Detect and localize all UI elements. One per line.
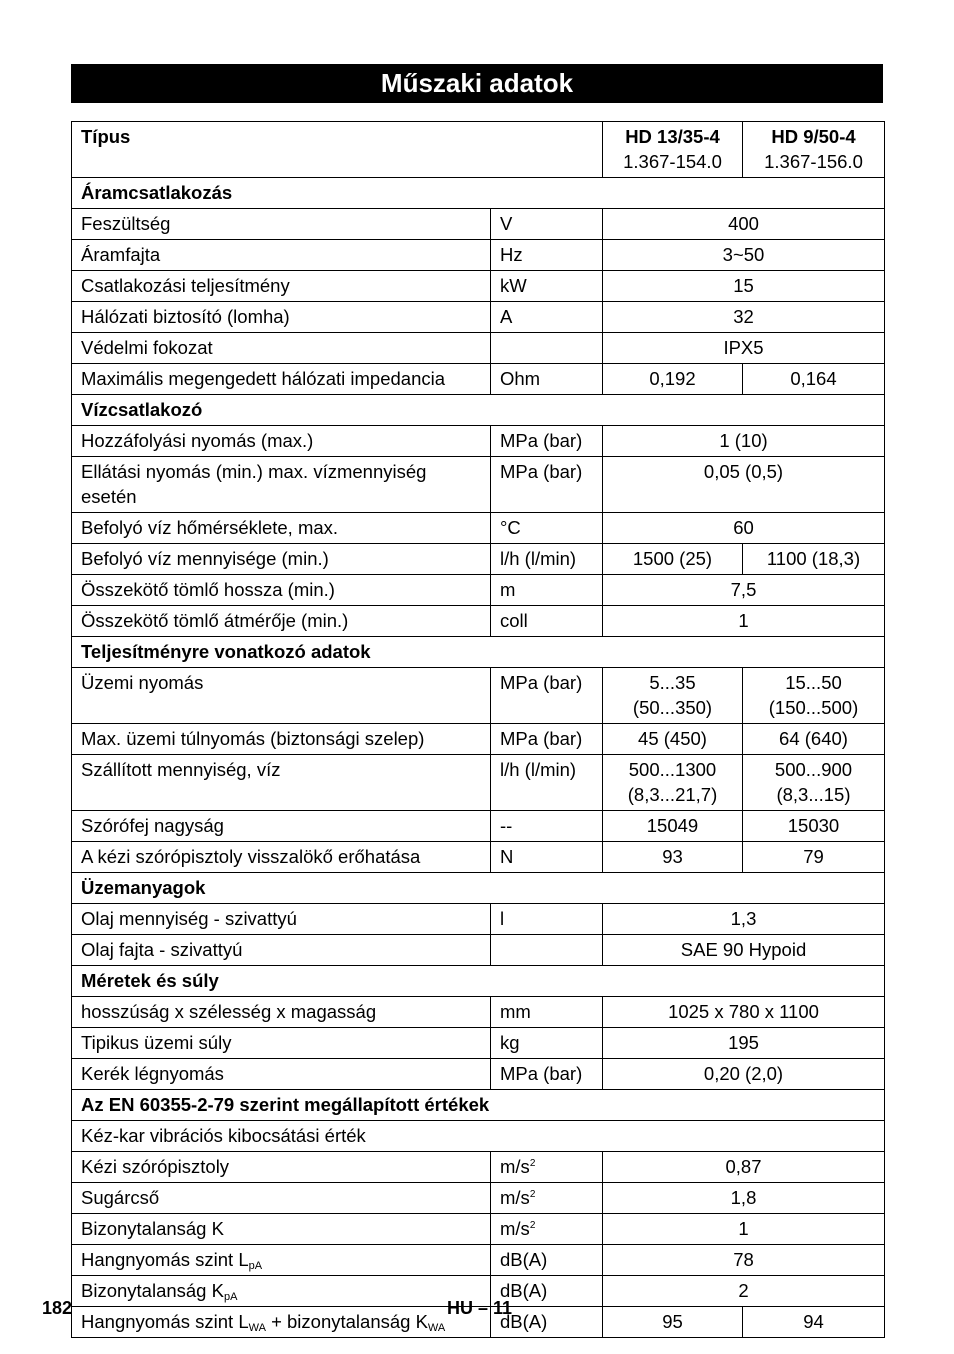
row-unit: °C: [491, 513, 603, 544]
label-sub: pA: [223, 1291, 238, 1303]
model2-cell: [743, 122, 885, 178]
row-value: 7,5: [603, 575, 885, 606]
row-value-1: 0,192: [603, 364, 743, 395]
row-value: 1,8: [603, 1183, 885, 1214]
row-unit: [491, 333, 603, 364]
row-unit: Hz: [491, 240, 603, 271]
section-row: [72, 966, 885, 997]
table-row: [72, 302, 885, 333]
table-row: [72, 364, 885, 395]
row-label: Befolyó víz mennyisége (min.): [72, 544, 491, 575]
row-label: Olaj fajta - szivattyú: [72, 935, 491, 966]
row-value-1: 93: [603, 842, 743, 873]
value-line: 5...35: [649, 672, 696, 693]
row-value-2: 64 (640): [743, 724, 885, 755]
row-label: Maximális megengedett hálózati impedancia: [72, 364, 491, 395]
section-row: [72, 637, 885, 668]
section-row: [72, 1090, 885, 1121]
row-label: Összekötő tömlő hossza (min.): [72, 575, 491, 606]
value-line: (150...500): [768, 697, 859, 718]
row-value-1: 15049: [603, 811, 743, 842]
row-value-1: [603, 755, 743, 811]
unit-text: m/s: [500, 1156, 530, 1177]
row-value: 2: [603, 1276, 885, 1307]
row-label: Áramfajta: [72, 240, 491, 271]
row-label: Hozzáfolyási nyomás (max.): [72, 426, 491, 457]
row-value-1: 95: [603, 1307, 743, 1338]
model1-name: HD 13/35-4: [625, 126, 720, 147]
page-title: Műszaki adatok: [71, 64, 883, 103]
row-label: Kézi szórópisztoly: [72, 1152, 491, 1183]
row-label: Kerék légnyomás: [72, 1059, 491, 1090]
row-label: Max. üzemi túlnyomás (biztonsági szelep): [72, 724, 491, 755]
row-unit: MPa (bar): [491, 724, 603, 755]
vibration-header: Kéz-kar vibrációs kibocsátási érték: [72, 1121, 885, 1152]
page-number: 182: [42, 1298, 73, 1318]
row-label: Feszültség: [72, 209, 491, 240]
row-label: Üzemi nyomás: [72, 668, 491, 724]
model1-code: 1.367-154.0: [623, 151, 722, 172]
table-row: [72, 1183, 885, 1214]
row-label: Hálózati biztosító (lomha): [72, 302, 491, 333]
row-label: Szórófej nagyság: [72, 811, 491, 842]
row-label: hosszúság x szélesség x magasság: [72, 997, 491, 1028]
table-row: [72, 668, 885, 724]
table-row: [72, 606, 885, 637]
row-value: 60: [603, 513, 885, 544]
row-value: 1: [603, 606, 885, 637]
row-value: 1025 x 780 x 1100: [603, 997, 885, 1028]
table-row: [72, 997, 885, 1028]
table-row: [72, 935, 885, 966]
row-unit: l: [491, 904, 603, 935]
table-row: [72, 724, 885, 755]
table-row: [72, 271, 885, 302]
row-label: Sugárcső: [72, 1183, 491, 1214]
row-value: IPX5: [603, 333, 885, 364]
label-text: Hangnyomás szint L: [81, 1311, 249, 1332]
row-value-1: 45 (450): [603, 724, 743, 755]
row-unit: kg: [491, 1028, 603, 1059]
row-value-1: [603, 668, 743, 724]
row-label: [72, 1245, 491, 1276]
row-unit: coll: [491, 606, 603, 637]
row-value: 0,20 (2,0): [603, 1059, 885, 1090]
row-value-2: 15030: [743, 811, 885, 842]
section-dimensions: Méretek és súly: [72, 966, 885, 997]
row-unit: N: [491, 842, 603, 873]
row-unit: MPa (bar): [491, 668, 603, 724]
row-value: 0,05 (0,5): [603, 457, 885, 513]
section-water: Vízcsatlakozó: [72, 395, 885, 426]
value-line: (8,3...21,7): [627, 784, 718, 805]
table-row: [72, 1214, 885, 1245]
row-unit: MPa (bar): [491, 1059, 603, 1090]
type-label: Típus: [72, 122, 603, 178]
row-unit: V: [491, 209, 603, 240]
label-text: Hangnyomás szint L: [81, 1249, 249, 1270]
row-value: 1 (10): [603, 426, 885, 457]
row-label: Ellátási nyomás (min.) max. vízmennyiség esetén: [72, 457, 491, 513]
table-row: [72, 333, 885, 364]
section-row: [72, 178, 885, 209]
row-unit: MPa (bar): [491, 457, 603, 513]
label-sub: WA: [427, 1322, 446, 1334]
unit-text: m/s: [500, 1187, 530, 1208]
section-row: [72, 873, 885, 904]
row-unit: dB(A): [491, 1245, 603, 1276]
label-text: Bizonytalanság K: [81, 1280, 224, 1301]
row-unit: --: [491, 811, 603, 842]
row-value: 195: [603, 1028, 885, 1059]
row-value: 32: [603, 302, 885, 333]
row-value: 1,3: [603, 904, 885, 935]
row-label: Tipikus üzemi súly: [72, 1028, 491, 1059]
row-label: A kézi szórópisztoly visszalökő erőhatása: [72, 842, 491, 873]
table-row: [72, 755, 885, 811]
row-value: 78: [603, 1245, 885, 1276]
row-value: 400: [603, 209, 885, 240]
value-line: 15...50: [785, 672, 842, 693]
section-power: Áramcsatlakozás: [72, 178, 885, 209]
model2-code: 1.367-156.0: [764, 151, 863, 172]
row-value: 3~50: [603, 240, 885, 271]
value-line: 500...900: [774, 759, 853, 780]
row-unit: m: [491, 575, 603, 606]
table-row: [72, 457, 885, 513]
row-value-2: 79: [743, 842, 885, 873]
row-label: [72, 1276, 491, 1307]
row-unit: [491, 1183, 603, 1214]
row-label: Összekötő tömlő átmérője (min.): [72, 606, 491, 637]
row-unit: mm: [491, 997, 603, 1028]
header-row: [72, 122, 885, 178]
table-row: [72, 842, 885, 873]
row-unit: Ohm: [491, 364, 603, 395]
row-label: Bizonytalanság K: [72, 1214, 491, 1245]
row-label: [72, 1307, 491, 1338]
value-line: (50...350): [632, 697, 713, 718]
row-unit: kW: [491, 271, 603, 302]
section-performance: Teljesítményre vonatkozó adatok: [72, 637, 885, 668]
label-sub: WA: [248, 1322, 266, 1334]
row-value-2: [743, 755, 885, 811]
model2-name: HD 9/50-4: [771, 126, 856, 147]
row-value-2: [743, 668, 885, 724]
row-value: SAE 90 Hypoid: [603, 935, 885, 966]
section-fuels: Üzemanyagok: [72, 873, 885, 904]
row-value-1: 1500 (25): [603, 544, 743, 575]
spec-table: [71, 121, 885, 1338]
section-page-label: HU – 11: [447, 1298, 513, 1318]
table-row: [72, 240, 885, 271]
row-label: Szállított mennyiség, víz: [72, 755, 491, 811]
subsection-row: [72, 1121, 885, 1152]
table-row: [72, 426, 885, 457]
table-row: [72, 1028, 885, 1059]
row-value-2: 0,164: [743, 364, 885, 395]
row-value: 15: [603, 271, 885, 302]
unit-sup: 2: [529, 1219, 536, 1231]
row-unit: l/h (l/min): [491, 755, 603, 811]
value-line: 500...1300: [628, 759, 717, 780]
label-sub: pA: [248, 1260, 263, 1272]
table-row: [72, 1152, 885, 1183]
row-value-2: 94: [743, 1307, 885, 1338]
row-unit: A: [491, 302, 603, 333]
value-line: (8,3...15): [776, 784, 851, 805]
row-label: Olaj mennyiség - szivattyú: [72, 904, 491, 935]
table-row: [72, 513, 885, 544]
table-row: [72, 1245, 885, 1276]
row-label: Védelmi fokozat: [72, 333, 491, 364]
row-unit: [491, 1214, 603, 1245]
model1-cell: [603, 122, 743, 178]
row-label: Csatlakozási teljesítmény: [72, 271, 491, 302]
unit-text: m/s: [500, 1218, 530, 1239]
row-value-2: 1100 (18,3): [743, 544, 885, 575]
unit-sup: 2: [529, 1188, 536, 1200]
row-value: 0,87: [603, 1152, 885, 1183]
row-unit: dB(A): [491, 1276, 603, 1307]
row-unit: [491, 935, 603, 966]
row-unit: [491, 1152, 603, 1183]
table-row: [72, 904, 885, 935]
table-row: [72, 575, 885, 606]
row-label: Befolyó víz hőmérséklete, max.: [72, 513, 491, 544]
section-en-values: Az EN 60355-2-79 szerint megállapított értékek: [72, 1090, 885, 1121]
table-row: [72, 1059, 885, 1090]
table-row: [72, 209, 885, 240]
row-unit: dB(A): [491, 1307, 603, 1338]
label-text: + bizonytalanság K: [265, 1311, 428, 1332]
row-unit: l/h (l/min): [491, 544, 603, 575]
table-row: [72, 811, 885, 842]
row-value: 1: [603, 1214, 885, 1245]
table-row: [72, 544, 885, 575]
section-row: [72, 395, 885, 426]
unit-sup: 2: [529, 1157, 536, 1169]
row-unit: MPa (bar): [491, 426, 603, 457]
